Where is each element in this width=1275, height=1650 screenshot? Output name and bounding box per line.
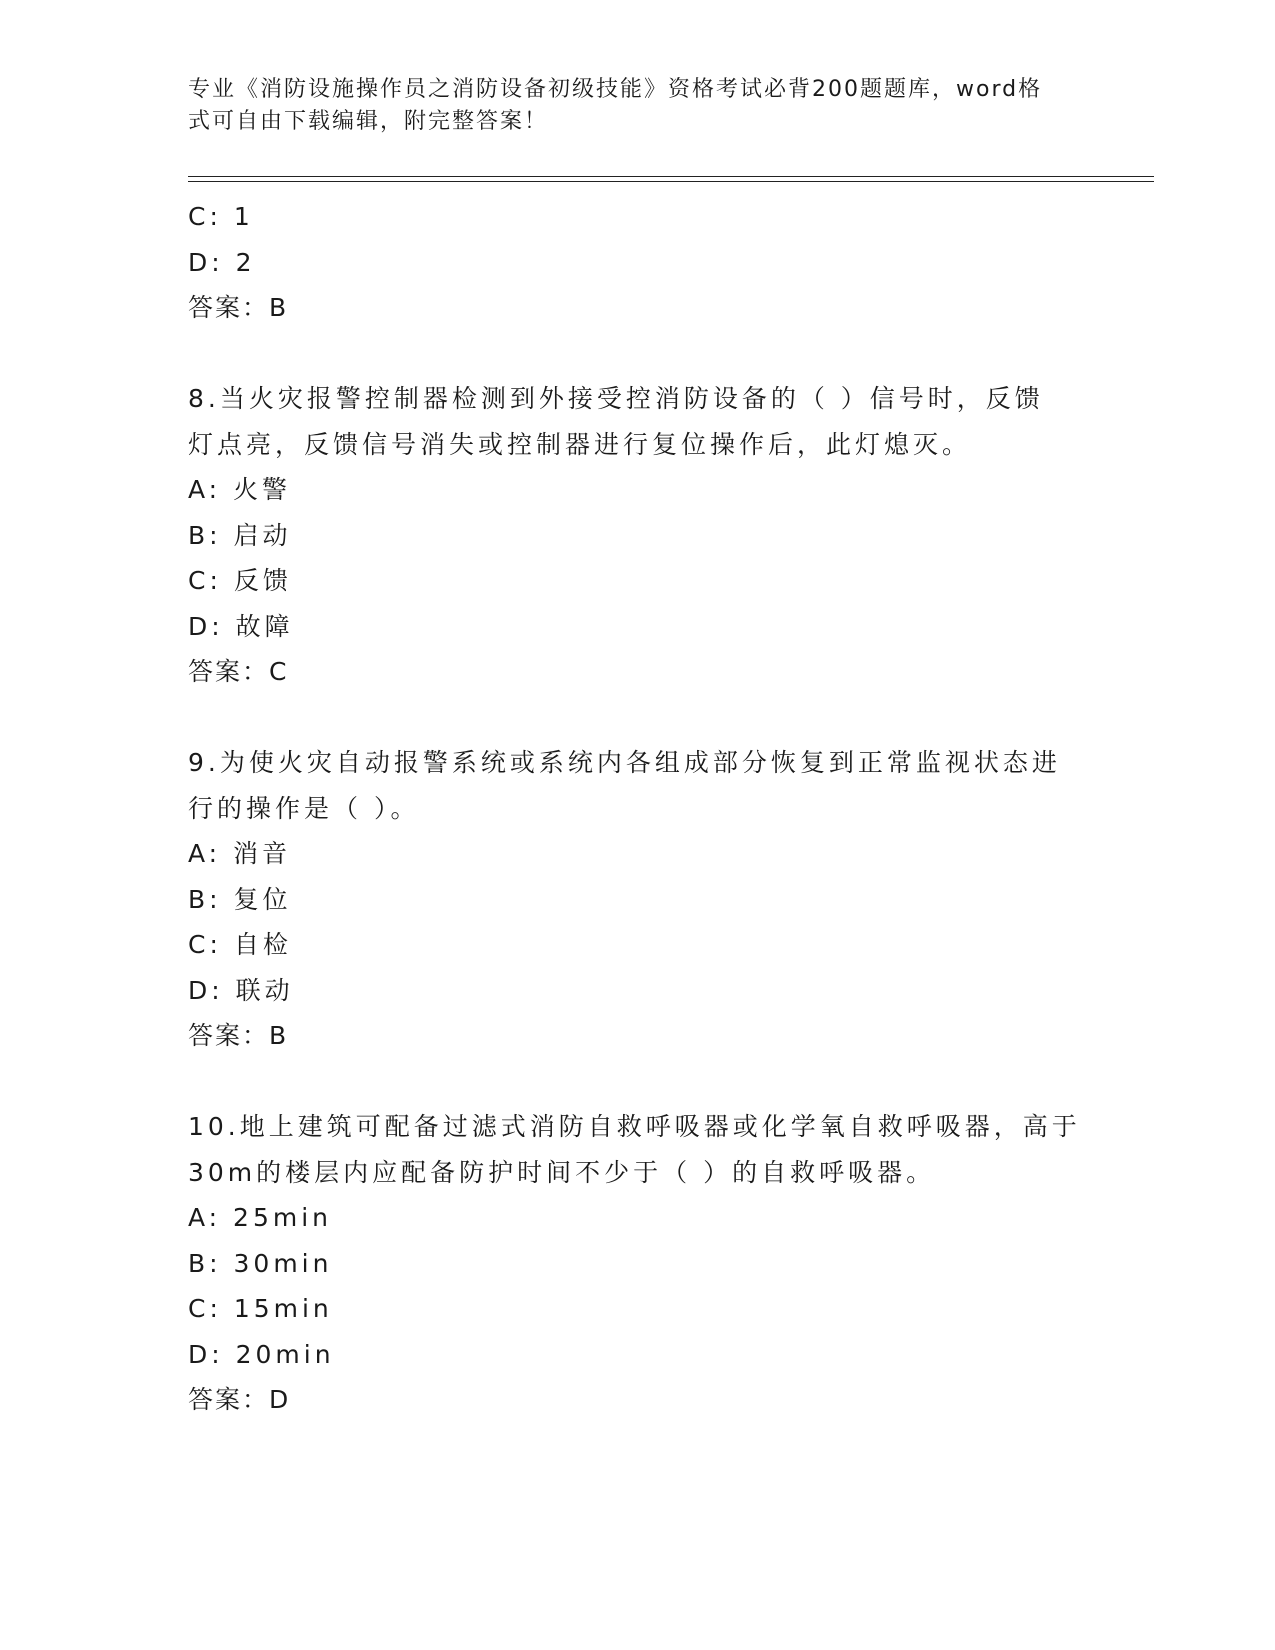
answer: 答案：C <box>188 657 289 686</box>
header-line-1: 专业《消防设施操作员之消防设备初级技能》资格考试必背200题题库，word格 <box>188 77 1043 102</box>
question-stem-line: 10.地上建筑可配备过滤式消防自救呼吸器或化学氧自救呼吸器，高于 <box>188 1112 1081 1141</box>
option-c: C: 15min <box>188 1294 333 1323</box>
option-a: A: 25min <box>188 1203 332 1232</box>
option-a: A: 消音 <box>188 839 292 868</box>
option-c: C: 自检 <box>188 930 292 959</box>
question-stem-line: 8.当火灾报警控制器检测到外接受控消防设备的（ ）信号时，反馈 <box>188 384 1044 413</box>
question-list <box>188 194 1088 1423</box>
question-stem-line: 灯点亮，反馈信号消失或控制器进行复位操作后，此灯熄灭。 <box>188 429 972 459</box>
previous-question-tail <box>188 194 1088 331</box>
option-d: D: 2 <box>188 247 256 277</box>
option-d: D: 联动 <box>188 975 294 1005</box>
question-8 <box>188 376 1088 695</box>
option-b: B: 复位 <box>188 884 292 914</box>
answer: 答案：D <box>188 1385 291 1414</box>
page-header <box>188 74 1068 138</box>
header-divider <box>188 176 1154 182</box>
header-line-2: 式可自由下载编辑，附完整答案！ <box>188 109 549 134</box>
option-c: C: 1 <box>188 202 254 231</box>
option-c: C: 反馈 <box>188 566 292 595</box>
option-d: D: 故障 <box>188 611 294 641</box>
option-b: B: 30min <box>188 1248 333 1278</box>
question-10 <box>188 1104 1088 1423</box>
question-stem-line: 30m的楼层内应配备防护时间不少于（ ）的自救呼吸器。 <box>188 1157 936 1187</box>
answer: 答案：B <box>188 293 289 322</box>
option-b: B: 启动 <box>188 520 292 550</box>
option-d: D: 20min <box>188 1339 335 1369</box>
question-stem-line: 行的操作是（ ）。 <box>188 793 420 823</box>
question-9 <box>188 740 1088 1059</box>
question-stem-line: 9.为使火灾自动报警系统或系统内各组成部分恢复到正常监视状态进 <box>188 748 1061 777</box>
option-a: A: 火警 <box>188 475 292 504</box>
answer: 答案：B <box>188 1021 289 1050</box>
